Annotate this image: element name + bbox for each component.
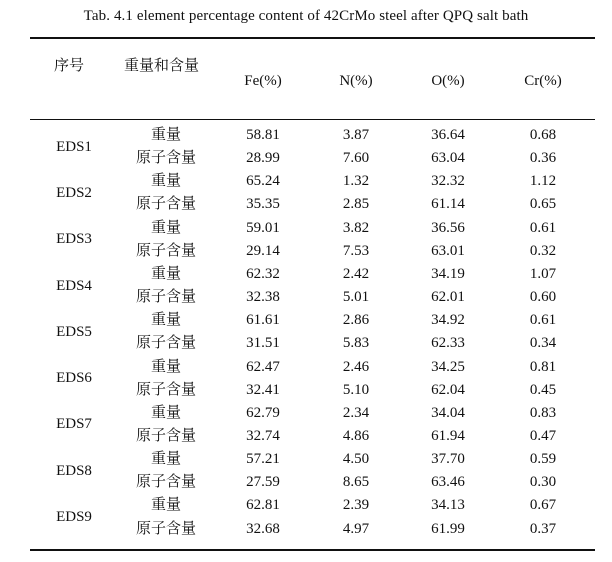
cell-n: 4.97: [342, 520, 370, 537]
cell-o: 34.04: [431, 404, 465, 421]
cell-fe: 62.47: [246, 358, 280, 375]
row-type-label: 原子含量: [135, 242, 196, 259]
cell-fe: 58.81: [246, 127, 280, 143]
header-o: O(%): [431, 73, 465, 89]
cell-o: 63.46: [431, 474, 465, 491]
table-caption: Tab. 4.1 element percentage content of 42CrMo steel after QPQ salt bath: [83, 8, 529, 24]
header-fe: Fe(%): [244, 73, 282, 89]
cell-cr: 0.36: [529, 150, 557, 167]
cell-o: 63.04: [431, 150, 465, 167]
cell-n: 1.32: [342, 173, 370, 190]
cell-fe: 29.14: [246, 242, 280, 259]
cell-n: 5.01: [342, 289, 370, 305]
cell-fe: 61.61: [246, 312, 280, 329]
cell-fe: 32.74: [246, 427, 280, 444]
row-type-label: 原子含量: [135, 427, 196, 444]
bottom-rule: [30, 549, 595, 551]
cell-fe: 62.79: [246, 404, 280, 421]
sample-label: EDS7: [56, 416, 92, 433]
cell-o: 62.33: [431, 335, 465, 352]
cell-n: 2.85: [342, 196, 370, 213]
cell-cr: 0.30: [529, 474, 557, 491]
cell-cr: 1.07: [529, 265, 557, 282]
cell-cr: 0.65: [529, 196, 557, 213]
cell-cr: 0.67: [529, 497, 557, 514]
cell-n: 8.65: [342, 474, 370, 491]
cell-fe: 27.59: [246, 474, 280, 491]
header-type: 重量和含量: [124, 58, 200, 74]
row-type-label: 原子含量: [135, 474, 196, 491]
cell-fe: 32.41: [246, 381, 280, 398]
cell-fe: 35.35: [246, 196, 280, 213]
cell-cr: 0.60: [529, 289, 557, 305]
sample-label: EDS4: [56, 277, 92, 294]
cell-n: 7.53: [342, 242, 370, 259]
cell-n: 2.39: [342, 497, 370, 514]
header-cr: Cr(%): [524, 73, 562, 89]
cell-o: 61.99: [431, 520, 465, 537]
cell-fe: 31.51: [246, 335, 280, 352]
sample-label: EDS5: [56, 323, 92, 340]
row-type-label: 重量: [150, 358, 181, 375]
cell-fe: 32.38: [246, 289, 280, 305]
sample-label: EDS2: [56, 184, 92, 201]
header-n: N(%): [339, 73, 373, 89]
cell-cr: 0.59: [529, 451, 557, 468]
cell-cr: 1.12: [529, 173, 557, 190]
cell-o: 37.70: [431, 451, 465, 468]
cell-o: 62.04: [431, 381, 465, 398]
cell-n: 4.86: [342, 427, 370, 444]
cell-n: 3.82: [342, 219, 370, 236]
cell-o: 36.56: [431, 219, 465, 236]
sample-label: EDS6: [56, 370, 92, 387]
cell-n: 3.87: [342, 127, 370, 143]
cell-fe: 59.01: [246, 219, 280, 236]
cell-n: 2.46: [342, 358, 370, 375]
row-type-label: 原子含量: [135, 150, 196, 167]
cell-o: 36.64: [431, 127, 465, 143]
cell-cr: 0.32: [529, 242, 557, 259]
row-type-label: 重量: [150, 404, 181, 421]
cell-o: 34.92: [431, 312, 465, 329]
row-type-label: 原子含量: [135, 520, 196, 537]
cell-fe: 57.21: [246, 451, 280, 468]
cell-n: 5.10: [342, 381, 370, 398]
cell-fe: 62.81: [246, 497, 280, 514]
cell-fe: 62.32: [246, 265, 280, 282]
cell-cr: 0.45: [529, 381, 557, 398]
row-type-label: 原子含量: [135, 335, 196, 352]
cell-o: 34.19: [431, 265, 465, 282]
cell-cr: 0.47: [529, 427, 557, 444]
cell-fe: 28.99: [246, 150, 280, 167]
row-type-label: 原子含量: [135, 381, 196, 398]
cell-n: 2.34: [342, 404, 370, 421]
sample-label: EDS9: [56, 509, 92, 525]
cell-fe: 65.24: [246, 173, 280, 190]
cell-cr: 0.37: [529, 520, 557, 537]
cell-n: 2.42: [342, 265, 370, 282]
cell-n: 7.60: [342, 150, 370, 167]
cell-cr: 0.81: [529, 358, 557, 375]
cell-o: 34.13: [431, 497, 465, 514]
row-type-label: 原子含量: [135, 289, 196, 305]
cell-n: 5.83: [342, 335, 370, 352]
row-type-label: 重量: [150, 173, 181, 190]
cell-cr: 0.83: [529, 404, 557, 421]
cell-o: 34.25: [431, 358, 465, 375]
row-type-label: 重量: [150, 265, 181, 282]
cell-o: 32.32: [431, 173, 465, 190]
cell-n: 2.86: [342, 312, 370, 329]
row-type-label: 重量: [150, 312, 181, 329]
cell-fe: 32.68: [246, 520, 280, 537]
sample-label: EDS1: [56, 138, 92, 155]
cell-o: 62.01: [431, 289, 465, 305]
row-type-label: 重量: [150, 497, 181, 514]
cell-o: 61.94: [431, 427, 465, 444]
cell-cr: 0.68: [529, 127, 557, 143]
row-type-label: 重量: [150, 219, 181, 236]
row-type-label: 重量: [150, 451, 181, 468]
cell-cr: 0.34: [529, 335, 557, 352]
row-type-label: 重量: [150, 127, 181, 143]
cell-o: 61.14: [431, 196, 465, 213]
cell-cr: 0.61: [529, 219, 557, 236]
cell-o: 63.01: [431, 242, 465, 259]
cell-n: 4.50: [342, 451, 370, 468]
sample-label: EDS8: [56, 462, 92, 479]
row-type-label: 原子含量: [135, 196, 196, 213]
sample-label: EDS3: [56, 231, 92, 248]
header-seq: 序号: [54, 58, 85, 74]
cell-cr: 0.61: [529, 312, 557, 329]
